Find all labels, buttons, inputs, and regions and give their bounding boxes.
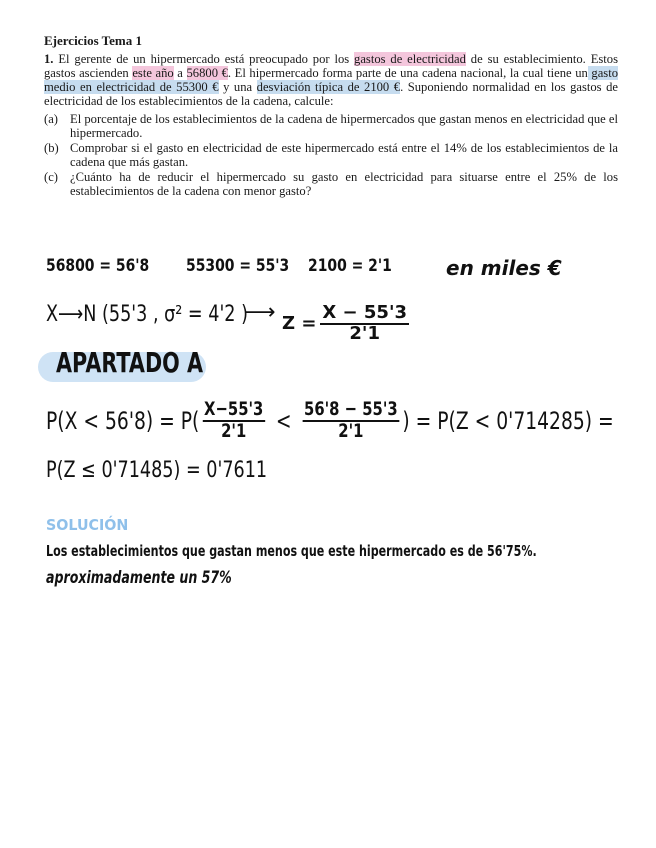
solution-line-2: aproximadamente un 57%	[46, 568, 232, 588]
fraction-2-numerator: 56'8 − 55'3	[304, 398, 398, 420]
equation-left: P(X < 56'8) = P(	[46, 406, 200, 435]
probability-result: P(Z ≤ 0'71485) = 0'7611	[46, 458, 268, 483]
question-item	[44, 112, 618, 140]
fraction-2-denominator: 2'1	[338, 419, 364, 442]
highlight-desviacion: desviación típica de 2100 €	[256, 80, 401, 94]
distribution-note: X⟶N (55'3 , σ² = 4'2 )	[46, 302, 248, 327]
equation-right: ) = P(Z < 0'714285) =	[402, 406, 614, 435]
statement-text: y una	[218, 80, 257, 94]
highlight-este-ano: este año	[132, 66, 174, 80]
arrow-icon: ⟶	[244, 300, 276, 325]
statement-text: . El hipermercado forma parte de una cadena nacional, la cual tiene un	[227, 66, 588, 80]
z-denominator: 2'1	[349, 322, 380, 344]
worksheet-title: Ejercicios Tema 1	[44, 33, 142, 48]
problem-statement	[44, 52, 618, 108]
probability-equation	[46, 400, 614, 442]
z-equals: Z =	[282, 313, 317, 335]
question-text: El porcentaje de los establecimientos de la cadena de hipermercados que gastan menos en electricidad que el hipermercado.	[70, 112, 618, 140]
question-list	[44, 112, 618, 198]
z-standardization	[282, 304, 413, 344]
question-text: ¿Cuánto ha de reducir el hipermercado su gasto en electricidad para situarse entre el 25% de los establecimientos de la cadena con menor gasto?	[70, 170, 618, 198]
z-numerator: X − 55'3	[322, 302, 407, 323]
fraction-2	[302, 400, 399, 442]
conversion-56800: 56800 = 56'8	[46, 256, 150, 276]
printed-problem	[44, 34, 618, 199]
highlight-gastos: gastos de electricidad	[354, 52, 466, 66]
solution-label: SOLUCIÓN	[46, 516, 129, 534]
question-text: Comprobar si el gasto en electricidad de este hipermercado está entre el 14% de los establecimientos de la cadena que más gastan.	[70, 141, 618, 169]
statement-text: El gerente de un hipermercado está preocupado por los	[58, 52, 355, 66]
question-item	[44, 141, 618, 169]
question-item	[44, 170, 618, 198]
z-fraction	[320, 304, 409, 344]
problem-number: 1.	[44, 52, 54, 66]
question-label: (a)	[44, 112, 58, 126]
fraction-1-numerator: X−55'3	[204, 398, 264, 420]
less-than: <	[275, 406, 292, 435]
question-label: (c)	[44, 170, 58, 184]
statement-text: de su establecimiento. Estos gastos ascienden	[44, 52, 618, 80]
section-heading: APARTADO A	[56, 346, 204, 379]
highlight-56800: 56800 €	[186, 66, 228, 80]
statement-text: . Suponiendo normalidad en los gastos de electricidad de los establecimientos de la cadena, calcule:	[44, 80, 618, 108]
question-label: (b)	[44, 141, 59, 155]
highlight-gasto-medio: gasto medio en electricidad de 55300 €	[44, 66, 619, 94]
units-note: en miles €	[446, 256, 562, 280]
fraction-1-denominator: 2'1	[221, 419, 247, 442]
conversion-55300: 55300 = 55'3	[186, 256, 290, 276]
statement-text: a	[173, 66, 187, 80]
fraction-1	[202, 400, 264, 442]
conversion-2100: 2100 = 2'1	[308, 256, 392, 276]
solution-line-1: Los establecimientos que gastan menos que este hipermercado es de 56'75%.	[46, 542, 537, 560]
